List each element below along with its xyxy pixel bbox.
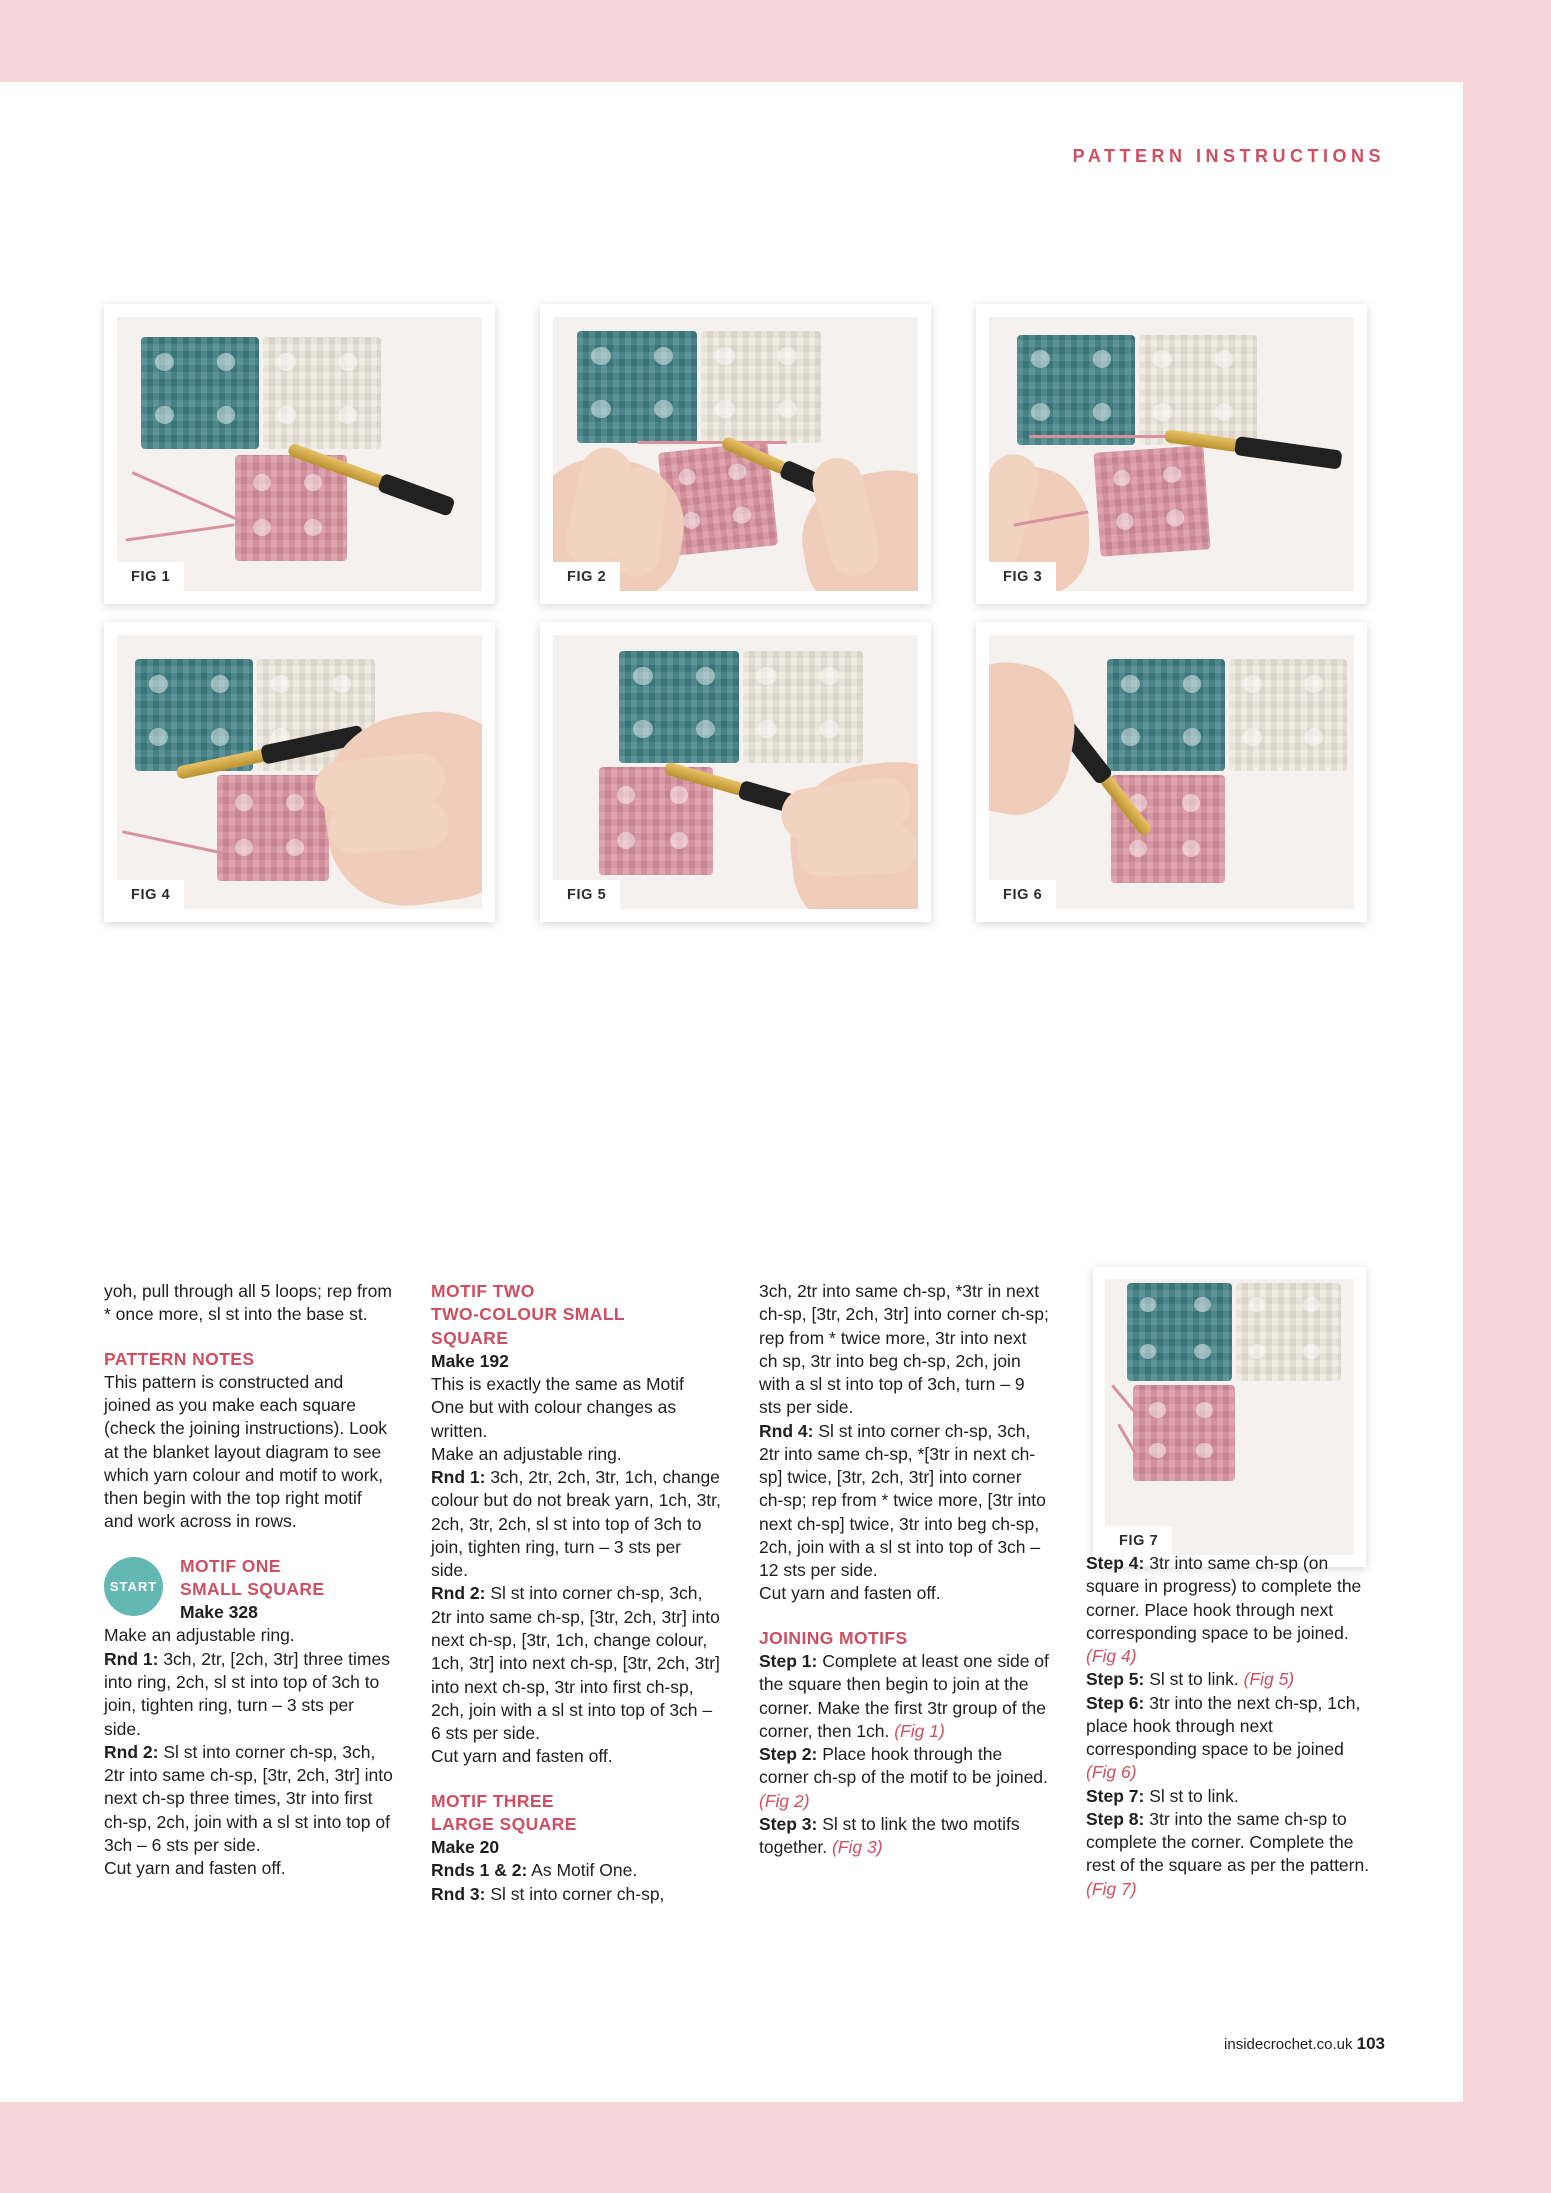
- figure-photo-4: [117, 635, 482, 909]
- motif-three-heading: MOTIF THREE: [431, 1790, 555, 1811]
- motif-three-rnds12: [431, 1859, 721, 1882]
- motif-three-rnd3-cont: 3ch, 2tr into same ch-sp, *3tr in next ch-sp, [3tr, 2ch, 3tr] into corner ch-sp; rep from * twice more, 3tr into next ch sp, 3tr into beg ch-sp, 2ch, join with a sl st into top of 3ch, turn – 9 sts per side.: [759, 1281, 1049, 1418]
- column-1: [104, 1280, 394, 1880]
- motif-two-rnd2: [431, 1582, 721, 1745]
- motif-one-ring: Make an adjustable ring.: [104, 1625, 295, 1646]
- step5-label: Step 5:: [1086, 1669, 1145, 1690]
- step8-text: 3tr into the same ch-sp to complete the corner. Complete the rest of the square as per the pattern.: [1086, 1808, 1370, 1876]
- joining-step-1: [759, 1650, 1049, 1743]
- motif-three-rnd4-text: Sl st into corner ch-sp, 3ch, 2tr into same ch-sp, *[3tr in next ch-sp] twice, [3tr, 2ch, 3tr] into corner ch-sp; rep from * twice more, [3tr into next ch-sp] twice, 3tr into beg ch-sp, 2ch, join with a sl st into top of 3ch – 12 sts per side.: [759, 1420, 1046, 1581]
- figure-photo-6: [989, 635, 1354, 909]
- figure-photo-5: [553, 635, 918, 909]
- step7-label: Step 7:: [1086, 1785, 1145, 1806]
- step4-text: 3tr into same ch-sp (on square in progress) to complete the corner. Place hook through next corresponding space to be joined.: [1086, 1553, 1362, 1643]
- step3-fig-ref: (Fig 3): [831, 1837, 883, 1858]
- motif-two-subheading: TWO-COLOUR SMALL: [431, 1304, 626, 1325]
- motif-one-header: [104, 1555, 394, 1625]
- step7-text: Sl st to link.: [1144, 1785, 1239, 1806]
- pattern-notes-heading: PATTERN NOTES: [104, 1348, 255, 1369]
- column-3: [759, 1280, 1049, 1859]
- page-footer: [1224, 2034, 1385, 2054]
- step2-label: Step 2:: [759, 1744, 818, 1765]
- figure-label-6: FIG 6: [989, 880, 1056, 909]
- motif-one-rnd1: [104, 1648, 394, 1741]
- figure-label-3: FIG 3: [989, 562, 1056, 591]
- step3-text: Sl st to link the two motifs together.: [759, 1813, 1020, 1858]
- figure-label-7: FIG 7: [1105, 1526, 1172, 1555]
- figure-photo-7: [1105, 1279, 1354, 1555]
- footer-page-number: 103: [1356, 2034, 1385, 2053]
- motif-two-heading: MOTIF TWO: [431, 1281, 535, 1301]
- step2-text: Place hook through the corner ch-sp of the motif to be joined.: [759, 1744, 1048, 1788]
- motif-three-rnd3-text: Sl st into corner ch-sp,: [485, 1883, 665, 1904]
- step4-fig-ref: (Fig 4): [1086, 1646, 1137, 1667]
- motif-two-rnd2-text: Sl st into corner ch-sp, 3ch, 2tr into same ch-sp, [3tr, 2ch, 3tr] into next ch-sp, [3tr, 1ch, change colour, 1ch, 3tr] into next ch-sp, [3tr, 2ch, 3tr] into next ch-sp, 3tr into first ch-sp, 2ch, join with a sl st into top of 3ch – 6 sts per side.: [431, 1583, 720, 1744]
- motif-two-body: This is exactly the same as Motif One but with colour changes as written.: [431, 1374, 684, 1441]
- joining-step-8: [1086, 1808, 1376, 1901]
- start-badge-wrap: [104, 1557, 163, 1616]
- rnd2-text: Sl st into corner ch-sp, 3ch, 2tr into same ch-sp, [3tr, 2ch, 3tr] into next ch-sp three times, 3tr into first ch-sp, 2ch, join with a sl st into top of 3ch – 6 sts per side.: [104, 1741, 393, 1855]
- joining-step-6: [1086, 1692, 1376, 1785]
- intro-paragraph: yoh, pull through all 5 loops; rep from * once more, sl st into the base st.: [104, 1281, 392, 1325]
- rnd1-text: 3ch, 2tr, [2ch, 3tr] three times into ring, 2ch, sl st into top of 3ch to join, tighten ring, turn – 3 sts per side.: [104, 1648, 390, 1739]
- step8-label: Step 8:: [1086, 1808, 1145, 1829]
- step1-text: Complete at least one side of the square then begin to join at the corner. Make the first 3tr group of the corner, then 1ch.: [759, 1650, 1049, 1741]
- step1-fig-ref: (Fig 1): [894, 1720, 945, 1741]
- motif-two-cutyarn: Cut yarn and fasten off.: [431, 1746, 613, 1767]
- motif-three-rnds12-label: Rnds 1 & 2:: [431, 1860, 528, 1881]
- step1-label: Step 1:: [759, 1650, 818, 1671]
- figure-photo-1: [117, 317, 482, 591]
- step4-label: Step 4:: [1086, 1553, 1145, 1573]
- figure-label-4: FIG 4: [117, 880, 184, 909]
- figure-card-6: [976, 622, 1367, 922]
- motif-one-cutyarn: Cut yarn and fasten off.: [104, 1858, 286, 1879]
- step8-fig-ref: (Fig 7): [1086, 1878, 1137, 1899]
- motif-two-ring: Make an adjustable ring.: [431, 1443, 622, 1464]
- joining-step-3: [759, 1813, 1049, 1860]
- figure-card-3: [976, 304, 1367, 604]
- start-badge: START: [104, 1557, 163, 1616]
- motif-two-subheading-2: SQUARE: [431, 1327, 509, 1348]
- figure-label-5: FIG 5: [553, 880, 620, 909]
- figure-card-4: [104, 622, 495, 922]
- motif-one-heading: MOTIF ONE: [180, 1555, 281, 1576]
- figure-card-5: [540, 622, 931, 922]
- rnd1-label: Rnd 1:: [104, 1648, 159, 1669]
- figure-label-1: FIG 1: [117, 562, 184, 591]
- motif-one-rnd2: [104, 1741, 394, 1857]
- step5-fig-ref: (Fig 5): [1243, 1669, 1295, 1690]
- motif-two-rnd1-text: 3ch, 2tr, 2ch, 3tr, 1ch, change colour but do not break yarn, 1ch, 3tr, 2ch, 3tr, 2ch, sl st into top of 3ch to join, tighten ring, turn – 3 sts per side.: [431, 1467, 721, 1581]
- motif-three-rnd4-label: Rnd 4:: [759, 1420, 814, 1441]
- step6-fig-ref: (Fig 6): [1086, 1762, 1137, 1783]
- figure-card-7: [1093, 1267, 1366, 1567]
- step6-text: 3tr into the next ch-sp, 1ch, place hook through next corresponding space to be joined: [1086, 1692, 1361, 1760]
- figure-card-1: [104, 304, 495, 604]
- motif-one-subheading: SMALL SQUARE: [180, 1578, 325, 1599]
- step2-fig-ref: (Fig 2): [759, 1790, 810, 1811]
- motif-two-rnd1-label: Rnd 1:: [431, 1467, 486, 1488]
- footer-site: insidecrochet.co.uk: [1224, 2036, 1353, 2053]
- column-2: [431, 1280, 721, 1906]
- motif-three-rnds12-text: As Motif One.: [527, 1860, 638, 1881]
- joining-step-7: [1086, 1785, 1376, 1808]
- motif-two-rnd1: [431, 1466, 721, 1582]
- figure-photo-3: [989, 317, 1354, 591]
- figure-card-2: [540, 304, 931, 604]
- joining-motifs-heading: JOINING MOTIFS: [759, 1627, 908, 1648]
- motif-three-make: Make 20: [431, 1837, 500, 1858]
- figure-label-2: FIG 2: [553, 562, 620, 591]
- motif-two-make: Make 192: [431, 1350, 509, 1371]
- pattern-notes-body: This pattern is constructed and joined as you make each square (check the joining instructions). Look at the blanket layout diagram to see which yarn colour and motif to work, then begin with the top right motif and work across in rows.: [104, 1371, 388, 1532]
- joining-step-4: [1086, 1552, 1376, 1668]
- page-canvas: [0, 82, 1463, 2102]
- joining-step-2: [759, 1743, 1049, 1813]
- column-4: [1086, 1552, 1376, 1901]
- motif-two-rnd2-label: Rnd 2:: [431, 1583, 486, 1604]
- motif-three-subheading: LARGE SQUARE: [431, 1813, 577, 1834]
- figure-photo-2: [553, 317, 918, 591]
- motif-three-cutyarn: Cut yarn and fasten off.: [759, 1583, 941, 1604]
- motif-three-rnd3-label: Rnd 3:: [431, 1883, 486, 1904]
- motif-three-rnd3: [431, 1883, 721, 1906]
- motif-three-rnd4: [759, 1420, 1049, 1583]
- step5-text: Sl st to link.: [1144, 1669, 1244, 1690]
- step3-label: Step 3:: [759, 1813, 818, 1834]
- rnd2-label: Rnd 2:: [104, 1741, 159, 1762]
- motif-one-make: Make 328: [180, 1602, 258, 1623]
- page-header: PATTERN INSTRUCTIONS: [1072, 146, 1385, 166]
- step6-label: Step 6:: [1086, 1692, 1145, 1713]
- joining-step-5: [1086, 1668, 1376, 1691]
